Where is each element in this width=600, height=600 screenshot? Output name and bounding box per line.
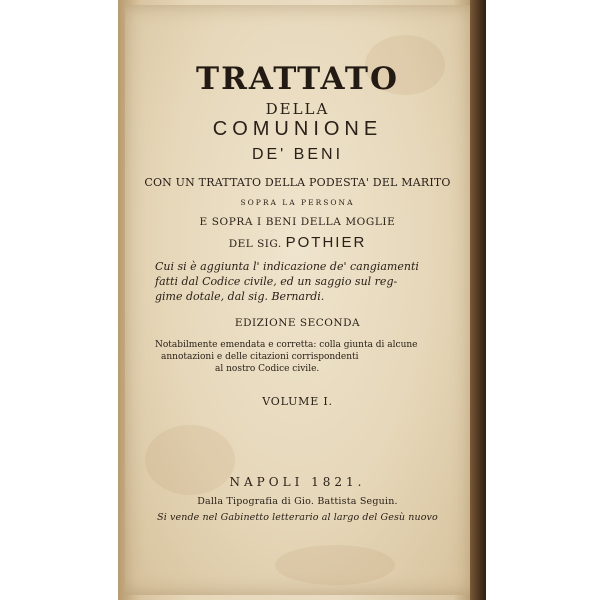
title-line-comunione: COMUNIONE xyxy=(212,118,383,140)
author-prefix: DEL SIG. xyxy=(228,238,282,250)
imprint-place-date: NAPOLI 1821. xyxy=(229,475,366,489)
imprint-sale: Si vende nel Gabinetto letterario al largo del Gesù nuovo xyxy=(157,512,438,523)
addition-note-line: fatti dal Codice civile, ed un saggio sul reg- xyxy=(155,275,398,288)
author-name: POTHIER xyxy=(285,234,367,251)
title-line-debeni: DE' BENI xyxy=(251,146,344,163)
subtitle-line: CON UN TRATTATO DELLA PODESTA' DEL MARITO xyxy=(144,176,451,189)
subtitle-line-beni: E SOPRA I BENI DELLA MOGLIE xyxy=(199,216,396,228)
addition-note xyxy=(155,259,445,304)
book-title: TRATTATO xyxy=(196,61,399,97)
addition-note-line: gime dotale, dal sig. Bernardi. xyxy=(155,290,325,303)
title-page xyxy=(125,5,470,595)
edition-label: EDIZIONE SECONDA xyxy=(234,317,361,329)
paper-stain xyxy=(275,545,395,585)
title-line-della: DELLA xyxy=(265,100,330,118)
imprint-printer: Dalla Tipografia di Gio. Battista Seguin. xyxy=(197,496,398,507)
edition-notes-line: Notabilmente emendata e corretta: colla giunta di alcune xyxy=(155,340,418,350)
author-line xyxy=(125,234,470,251)
edition-notes xyxy=(155,339,440,375)
volume-label: VOLUME I. xyxy=(262,395,333,408)
edition-notes-line: al nostro Codice civile. xyxy=(215,364,320,374)
edition-notes-line: annotazioni e delle citazioni corrispondenti xyxy=(161,352,359,362)
subtitle-line-persona: SOPRA LA PERSONA xyxy=(240,198,355,207)
addition-note-line: Cui si è aggiunta l' indicazione de' cangiamenti xyxy=(155,260,419,273)
book-spine xyxy=(470,0,486,600)
